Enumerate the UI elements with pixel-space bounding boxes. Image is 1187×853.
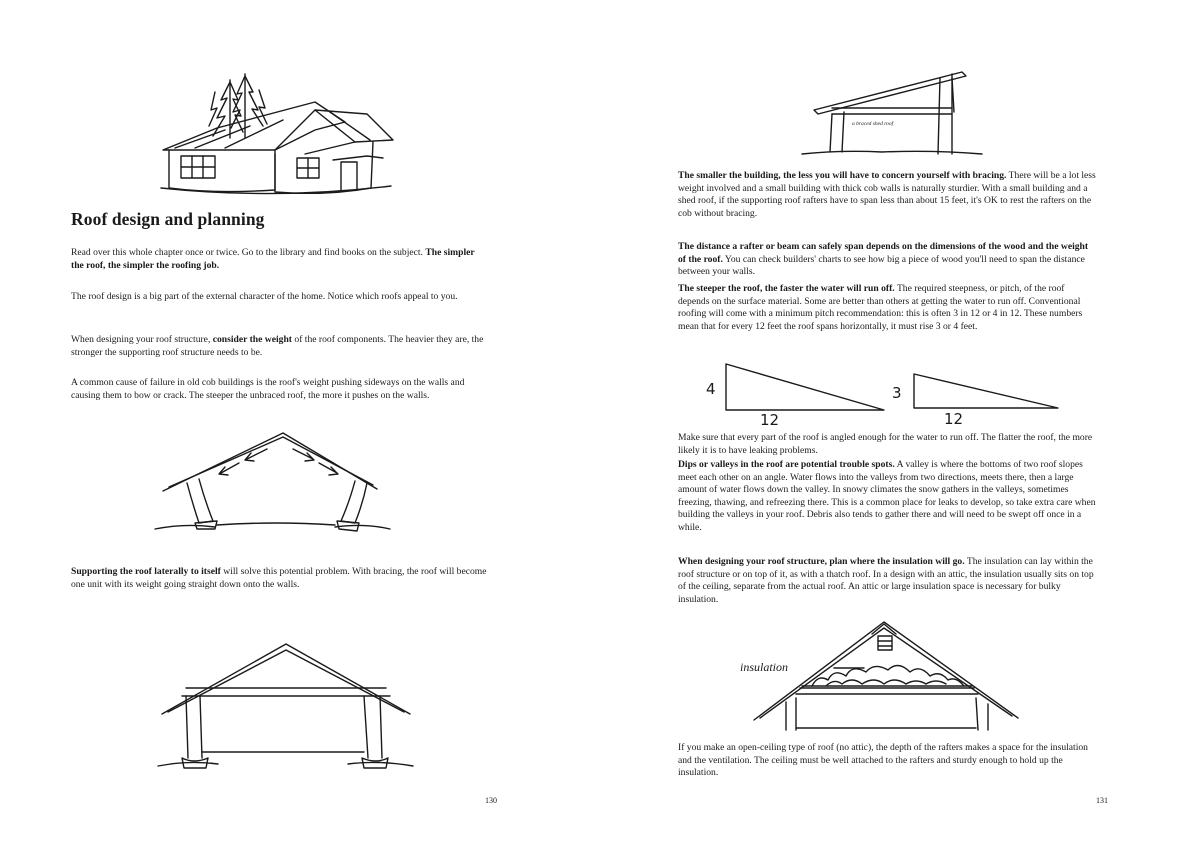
paragraph-external-character: The roof design is a big part of the external character of the home. Notice which roofs appeal to you. — [71, 291, 458, 302]
page-number: 130 — [485, 796, 497, 805]
right-page — [594, 0, 1187, 853]
paragraph-text: Read over this whole chapter once or twice. Go to the library and find books on the subject. — [71, 247, 423, 258]
paragraph-bold-text: Supporting the roof laterally to itself — [71, 566, 221, 577]
paragraph-text: of the roof components. The heavier they are, the stronger the supporting roof structure needs to be. — [71, 334, 484, 358]
pitch-diagram-3-in-12 — [890, 370, 1065, 430]
pitch-rise-label: 3 — [892, 384, 902, 402]
paragraph-smaller-building — [678, 170, 1098, 220]
paragraph-bold-text: consider the weight — [212, 334, 292, 345]
paragraph-bold-text: When designing your roof structure, plan where the insulation will go. — [678, 556, 965, 567]
paragraph-text: You can check builders' charts to see how big a piece of wood you'll need to span the distance between your walls. — [678, 253, 1085, 278]
insulation-label: insulation — [740, 660, 789, 674]
paragraph-angled-enough: Make sure that every part of the roof is angled enough for the water to run off. The flatter the roof, the more likely it is to have leaking problems. — [678, 432, 1093, 456]
braced-roof-illustration — [158, 640, 413, 775]
paragraph-valleys — [678, 459, 1098, 535]
paragraph-text: The insulation can lay within the roof structure or on top of it, as with a thatch roof. In a design with an attic, the insulation usually sits on top of the ceiling, separate from the actual roof. An attic or large insulation space is necessary for bulky insulation. — [678, 556, 1094, 605]
pitch-diagram-4-in-12 — [702, 360, 882, 430]
paragraph-steeper-roof — [678, 283, 1098, 333]
page-number: 131 — [1096, 796, 1108, 805]
insulation-roof-illustration — [742, 618, 1032, 730]
paragraph-text: There will be a lot less weight involved and a small building with thick cob walls is naturally sturdier. With a small building and a shed roof, if the supporting roof rafters have to span less than about 15 feet, it's OK to rest the rafters on the cob without bracing. — [678, 170, 1096, 219]
paragraph-bold-text: The distance a rafter or beam can safely span depends on the dimensions of the wood and the weight of the roof. — [678, 241, 1089, 265]
page-title: Roof design and planning — [71, 209, 265, 229]
shed-roof-illustration — [802, 64, 982, 159]
paragraph-rafter-span — [678, 241, 1098, 279]
paragraph-text: A valley is where the bottoms of two roof slopes meet each other on an angle. Water flows into the valleys from two directions, meets there, then a large amount of water flows down the valley. In snowy climates the snow gathers in the valleys, sometimes freezing, thawing, and refreezing there. This is a common place for leaks to develop, so take extra care when building the valleys in your roof. Debris also tends to gather there and will need to be swept off once in a while. — [678, 459, 1096, 533]
shed-roof-label: a braced shed roof — [852, 121, 894, 127]
paragraph-bold-text: Dips or valleys in the roof are potential trouble spots. — [678, 459, 895, 470]
paragraph-text: will solve this potential problem. With bracing, the roof will become one unit with its weight going straight down onto the walls. — [71, 566, 487, 590]
pitch-run-label: 12 — [760, 411, 780, 429]
paragraph-insulation — [678, 556, 1098, 606]
paragraph-lateral-support — [71, 566, 489, 591]
paragraph-consider-weight — [71, 334, 489, 359]
paragraph-bold-text: The smaller the building, the less you will have to concern yourself with bracing. — [678, 170, 1007, 181]
paragraph-bold-text: The simpler the roof, the simpler the roofing job. — [71, 247, 475, 271]
paragraph-text: When designing your roof structure, — [71, 334, 211, 345]
paragraph-bold-text: The steeper the roof, the faster the water will run off. — [678, 283, 895, 294]
pitch-run-label: 12 — [944, 410, 964, 428]
paragraph-read-chapter — [71, 247, 489, 272]
paragraph-failure-cause: A common cause of failure in old cob buildings is the roof's weight pushing sideways on the walls and causing them to bow or crack. The steeper the unbraced roof, the more it pushes on the walls. — [71, 377, 465, 401]
pitch-rise-label: 4 — [706, 380, 716, 398]
unbraced-roof-illustration — [155, 425, 390, 540]
paragraph-text: The required steepness, or pitch, of the roof depends on the surface material. Some are better than others at getting the water to run off. Conventional roofing will come with a minimum pitch recommendation: this is often 3 in 12 or 4 in 12. These numbers mean that for every 12 feet the roof spans horizontally, it must rise 3 or 4 feet. — [678, 283, 1083, 332]
paragraph-open-ceiling: If you make an open-ceiling type of roof (no attic), the depth of the rafters makes a space for the insulation and the ventilation. The ceiling must be well attached to the rafters and sturdy enough to hold up the insulation. — [678, 742, 1088, 779]
cottage-illustration — [155, 70, 400, 200]
